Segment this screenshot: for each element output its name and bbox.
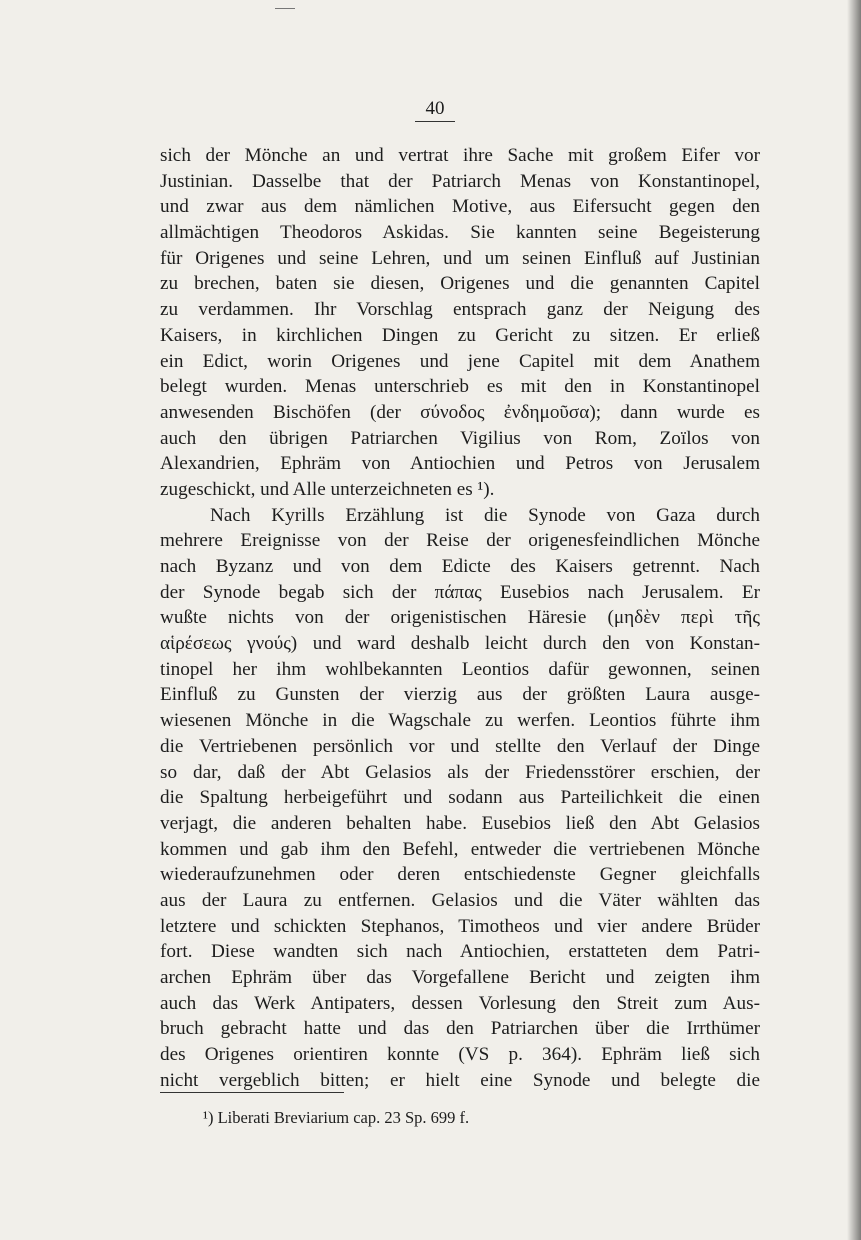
- text-line: ein Edict, worin Origenes und jene Capitel mit dem Anathem: [160, 350, 760, 372]
- text-line: letztere und schickten Stephanos, Timotheos und vier andere Brüder: [160, 915, 760, 937]
- text-line: verjagt, die anderen behalten habe. Eusebios ließ den Abt Gelasios: [160, 812, 760, 834]
- footnote: [203, 1108, 469, 1128]
- text-line: belegt wurden. Menas unterschrieb es mit den in Konstantinopel: [160, 376, 760, 398]
- text-line: wußte nichts von der origenistischen Häresie (μηδὲν περὶ τῆς: [160, 607, 760, 629]
- text-line: zu brechen, baten sie diesen, Origenes und die genannten Capitel: [160, 273, 760, 295]
- text-line: für Origenes und seine Lehren, und um seinen Einfluß auf Justinian: [160, 247, 760, 269]
- text-line: bruch gebracht hatte und das den Patriarchen über die Irrthümer: [160, 1018, 760, 1040]
- text-line: fort. Diese wandten sich nach Antiochien, erstatteten dem Patri-: [160, 941, 760, 963]
- text-line: wiederaufzunehmen oder deren entschiedenste Gegner gleichfalls: [160, 864, 760, 886]
- scan-mark: [275, 8, 295, 9]
- text-line: die Vertriebenen persönlich vor und stellte den Verlauf der Dinge: [160, 735, 760, 757]
- text-line: mehrere Ereignisse von der Reise der origenesfeindlichen Mönche: [160, 530, 760, 552]
- page-number: 40: [425, 98, 445, 119]
- text-line: und zwar aus dem nämlichen Motive, aus Eifersucht gegen den: [160, 196, 760, 218]
- text-line: kommen und gab ihm den Befehl, entweder die vertriebenen Mönche: [160, 838, 760, 860]
- text-line: wiesenen Mönche in die Wagschale zu werfen. Leontios führte ihm: [160, 710, 760, 732]
- text-line: nicht vergeblich bitten; er hielt eine Synode und belegte die: [160, 1069, 760, 1091]
- text-line: zugeschickt, und Alle unterzeichneten es ¹).: [160, 478, 495, 500]
- text-line: aus der Laura zu entfernen. Gelasios und die Väter wählten das: [160, 889, 760, 911]
- text-line: anwesenden Bischöfen (der σύνοδος ἐνδημοῦσα); dann wurde es: [160, 401, 760, 423]
- footnote-rule: [160, 1092, 344, 1093]
- text-line: Alexandrien, Ephräm von Antiochien und Petros von Jerusalem: [160, 453, 760, 475]
- footnote-marker: ¹): [203, 1108, 214, 1127]
- text-line: tinopel her ihm wohlbekannten Leontios dafür gewonnen, seinen: [160, 658, 760, 680]
- text-line: Einfluß zu Gunsten der vierzig aus der größten Laura ausge-: [160, 684, 760, 706]
- text-line: die Spaltung herbeigeführt und sodann aus Parteilichkeit die einen: [160, 787, 760, 809]
- text-line: der Synode begab sich der πάπας Eusebios nach Jerusalem. Er: [160, 581, 760, 603]
- scan-edge-shadow: [847, 0, 861, 1240]
- text-line: nach Byzanz und von dem Edicte des Kaisers getrennt. Nach: [160, 556, 760, 577]
- text-line: auch den übrigen Patriarchen Vigilius von Rom, Zoïlos von: [160, 427, 760, 449]
- text-line: so dar, daß der Abt Gelasios als der Friedensstörer erschien, der: [160, 761, 760, 783]
- page-number-rule: [415, 121, 455, 122]
- body-text: [160, 143, 760, 1093]
- text-line: des Origenes orientiren konnte (VS p. 364). Ephräm ließ sich: [160, 1044, 760, 1066]
- text-line: zu verdammen. Ihr Vorschlag entsprach ganz der Neigung des: [160, 299, 760, 321]
- text-line: archen Ephräm über das Vorgefallene Bericht und zeigten ihm: [160, 967, 760, 988]
- text-line: allmächtigen Theodoros Askidas. Sie kannten seine Begeisterung: [160, 222, 760, 244]
- text-line: auch das Werk Antipaters, dessen Vorlesung den Streit zum Aus-: [160, 992, 760, 1014]
- text-line: sich der Mönche an und vertrat ihre Sache mit großem Eifer vor: [160, 145, 760, 166]
- text-line: Kaisers, in kirchlichen Dingen zu Gericht zu sitzen. Er erließ: [160, 324, 760, 346]
- footnote-text: Liberati Breviarium cap. 23 Sp. 699 f.: [217, 1108, 470, 1127]
- text-line: αἱρέσεως γνούς) und ward deshalb leicht durch den von Konstan-: [160, 633, 760, 655]
- text-line: Justinian. Dasselbe that der Patriarch Menas von Konstantinopel,: [160, 170, 760, 192]
- text-line: Nach Kyrills Erzählung ist die Synode von Gaza durch: [210, 504, 760, 526]
